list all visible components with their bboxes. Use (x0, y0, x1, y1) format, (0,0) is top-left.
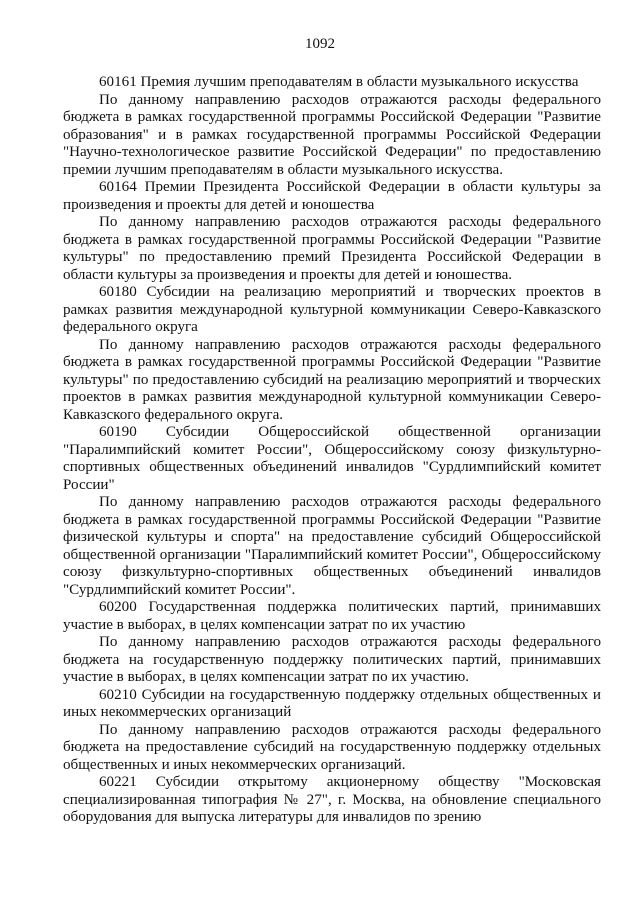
section-heading: 60161 Премия лучшим преподавателям в области музыкального искусства (99, 74, 579, 90)
section-heading: 60200 Государственная поддержка политических партий, принимавших участие в выборах, в целях компенсации затрат по их участию (63, 599, 601, 633)
section-description: По данному направлению расходов отражаются расходы федерального бюджета на предоставление субсидий на государственную поддержку отдельных общественных и иных некоммерческих организаций. (63, 721, 601, 773)
section-heading: 60221 Субсидии открытому акционерному обществу "Московская специализированная типография № 27", г. Москва, на обновление специального оборудования для выпуска литературы для инвалидов по зрению (63, 774, 601, 825)
page-number: 1092 (305, 36, 335, 52)
section-description: По данному направлению расходов отражаются расходы федерального бюджета в рамках государственной программы Российской Федерации "Развитие образования" и в рамках государственной программы Российской Федерации "Научно-технологическое развитие Российской Федерации" по предоставлению премии лучшим преподавателям в области музыкального искусства. (63, 91, 601, 178)
section-description: По данному направлению расходов отражаются расходы федерального бюджета в рамках государственной программы Российской Федерации "Развитие культуры" по предоставлению премий Президента Российской Федерации в области культуры за произведения и проекты для детей и юношества. (63, 214, 601, 283)
section-heading: 60164 Премии Президента Российской Федерации в области культуры за произведения и проекты для детей и юношества (63, 179, 601, 213)
section-heading: 60180 Субсидии на реализацию мероприятий и творческих проектов в рамках развития международной культурной коммуникации Северо-Кавказского федерального округа (63, 284, 601, 335)
section-description: По данному направлению расходов отражаются расходы федерального бюджета в рамках государственной программы Российской Федерации "Развитие физической культуры и спорта" на предоставление субсидий Общероссийской общественной организации "Паралимпийский комитет России", Общероссийскому союзу физкультурно-спортивных общественных объединений инвалидов "Сурдлимпийский комитет России". (63, 494, 601, 598)
section-description: По данному направлению расходов отражаются расходы федерального бюджета в рамках государственной программы Российской Федерации "Развитие культуры" по предоставлению субсидий на реализацию мероприятий и творческих проектов в рамках развития международной культурной коммуникации Северо-Кавказского федерального округа. (63, 336, 601, 423)
document-body (63, 74, 601, 827)
section-heading: 60190 Субсидии Общероссийской общественной организации "Паралимпийский комитет России", Общероссийскому союзу физкультурно-спортивных общественных объединений инвалидов "Сурдлимпийский комитет России" (63, 424, 601, 493)
section-description: По данному направлению расходов отражаются расходы федерального бюджета на государственную поддержку политических партий, принимавших участие в выборах, в целях компенсации затрат по их участию. (63, 634, 601, 685)
section-heading: 60210 Субсидии на государственную поддержку отдельных общественных и иных некоммерческих организаций (63, 686, 601, 720)
